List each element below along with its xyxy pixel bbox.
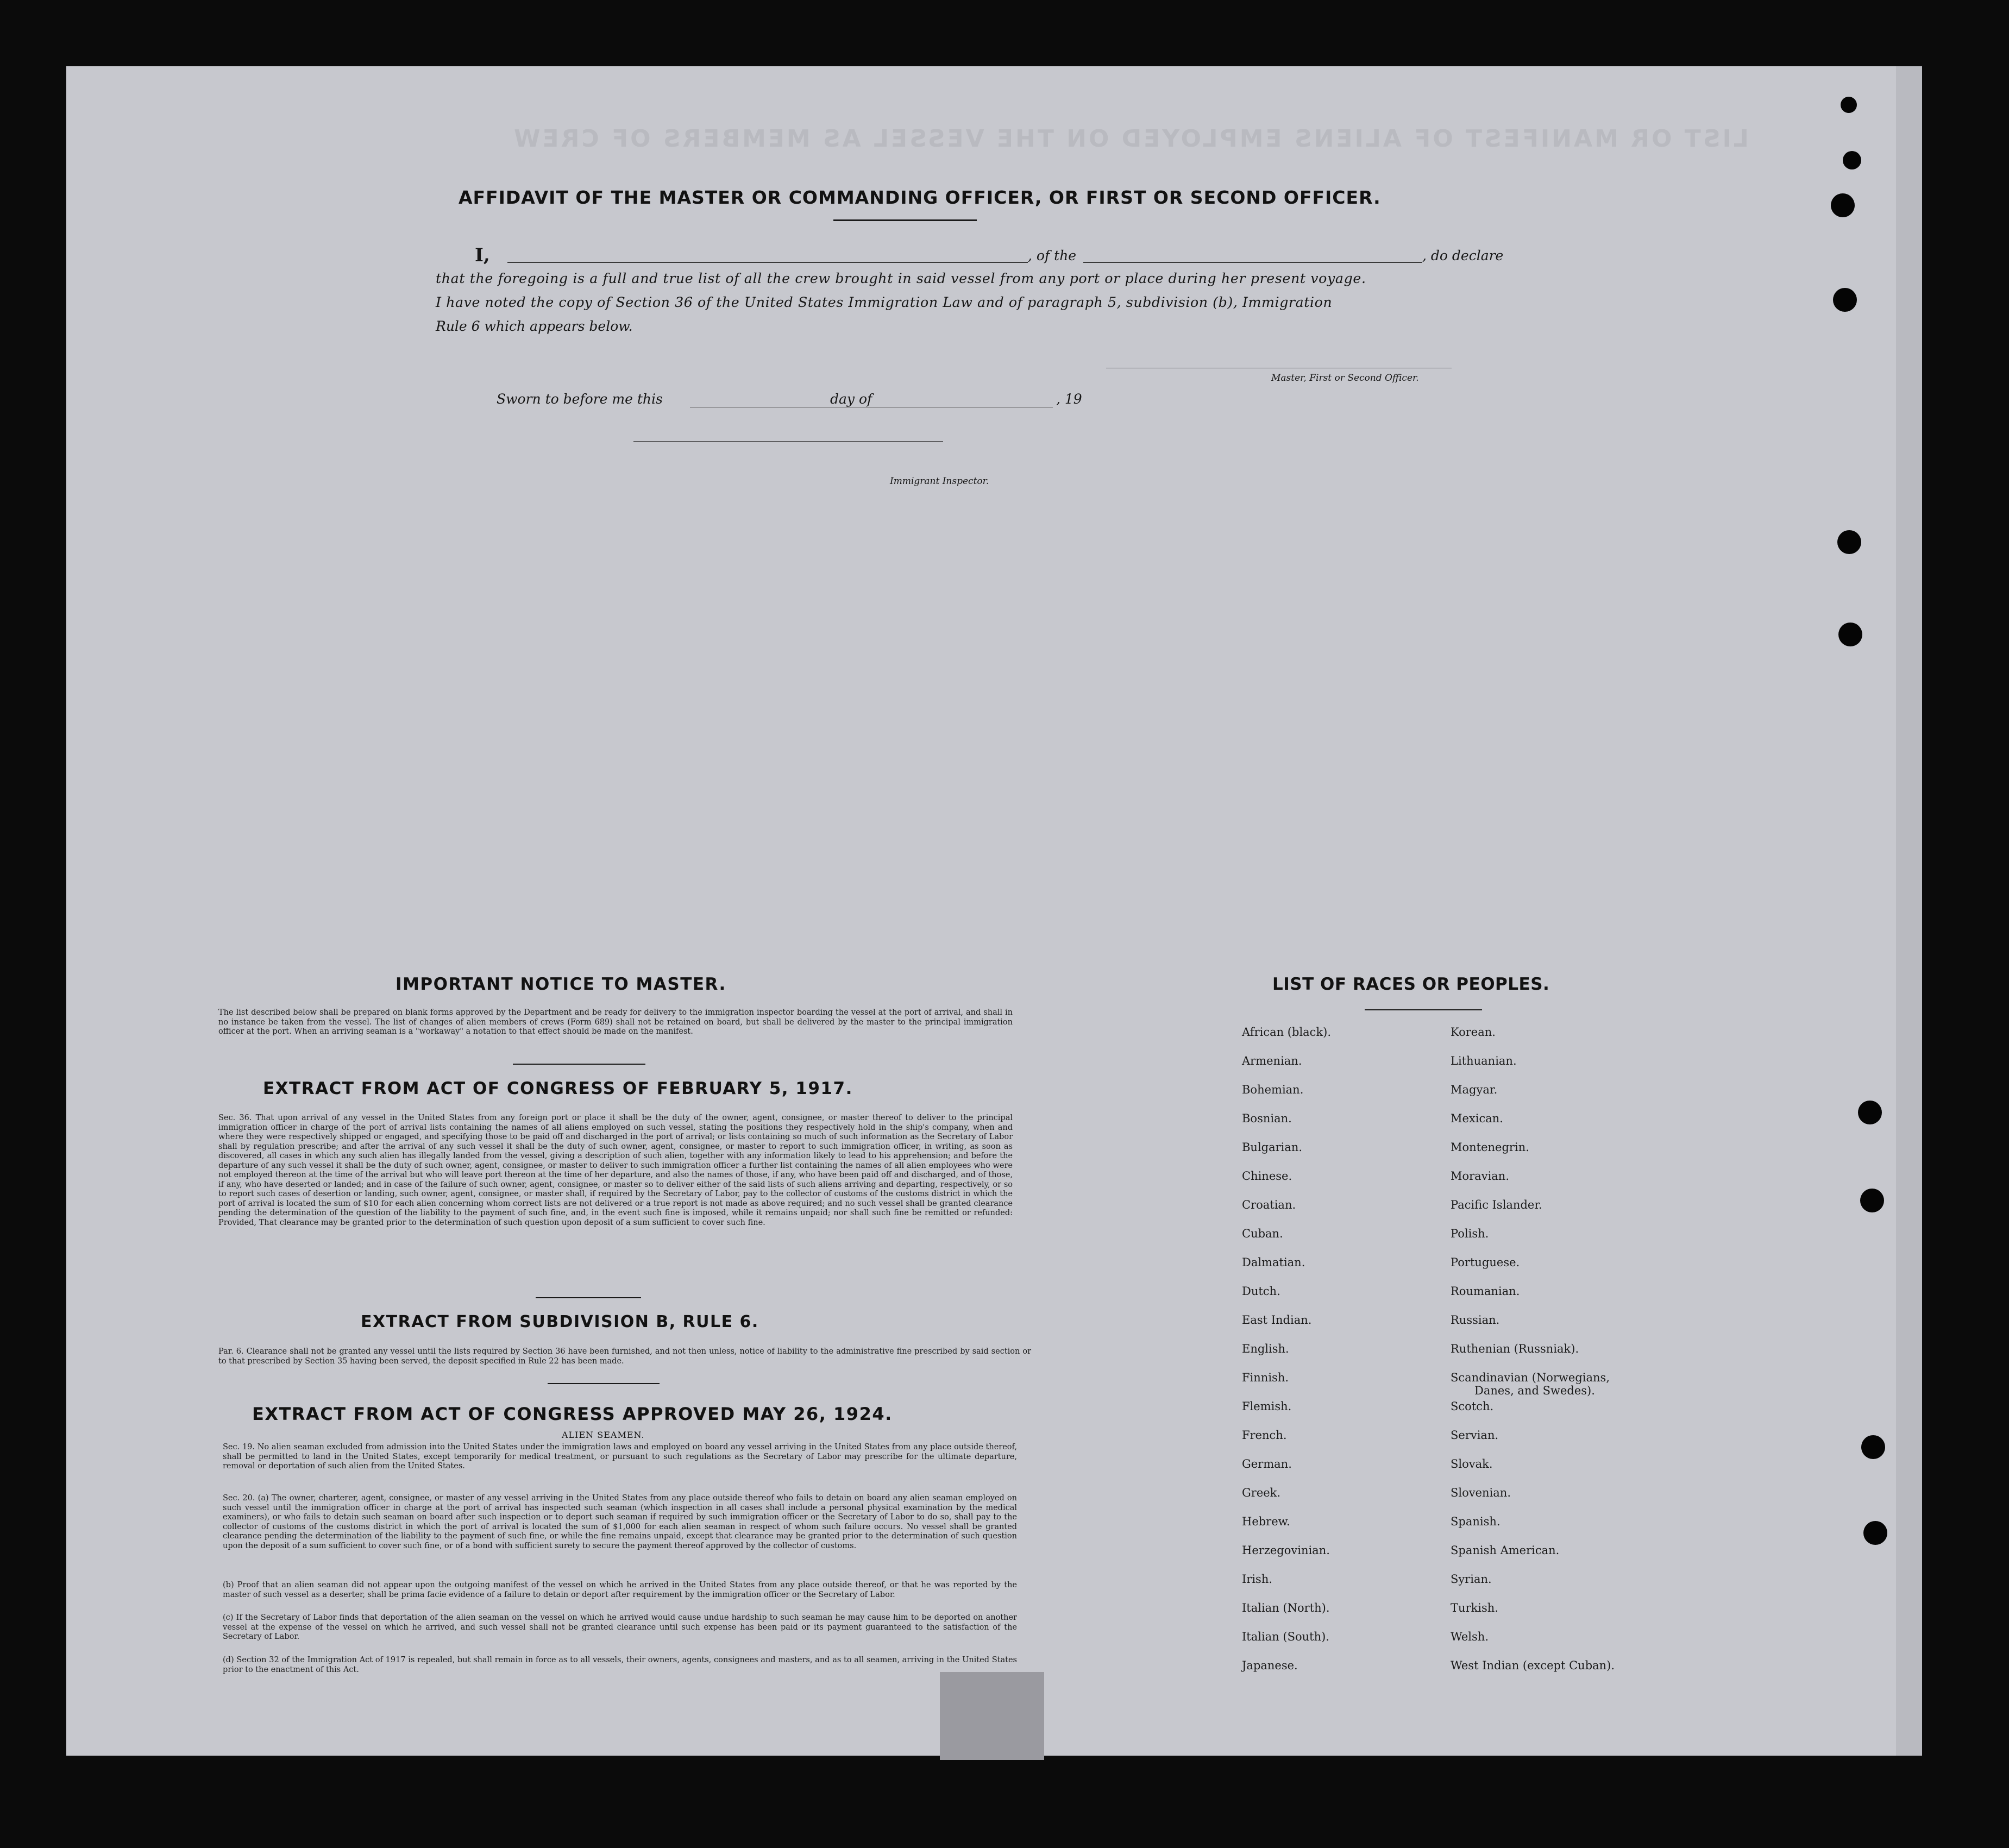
race-item: French. [1242, 1429, 1287, 1442]
race-item: Pacific Islander. [1451, 1198, 1542, 1211]
sworn-label: Sworn to before me this [497, 391, 663, 407]
race-item: Hebrew. [1242, 1515, 1290, 1528]
bleed-through-header: LIST OR MANIFEST OF ALIENS EMPLOYED ON THE VESSEL AS MEMBERS OF CREW [512, 125, 1749, 153]
sec-20b-text: (b) Proof that an alien seaman did not appear upon the outgoing manifest of the vessel on which he arrived in the United States from any place outside thereof, or that he was reported by the master of such vessel as a deserter, shall be prima facie evidence of a failure to detain or deport after requirement by the immigration officer or the Secretary of Labor. [223, 1581, 1017, 1599]
race-item: Bosnian. [1242, 1112, 1292, 1125]
of-the-label: , of the [1028, 248, 1077, 263]
race-item: German. [1242, 1457, 1292, 1470]
affidavit-line-4: Rule 6 which appears below. [436, 318, 633, 334]
affidavit-title-underline [833, 219, 977, 221]
race-item: Chinese. [1242, 1170, 1292, 1183]
inspector-label: Immigrant Inspector. [890, 476, 989, 487]
alien-seamen-subtitle: ALIEN SEAMEN. [562, 1430, 645, 1440]
vessel-line [1083, 262, 1422, 263]
race-item: Bulgarian. [1242, 1141, 1303, 1154]
race-item: Bohemian. [1242, 1083, 1304, 1096]
race-item: Greek. [1242, 1486, 1281, 1499]
punch-hole [1860, 1189, 1884, 1212]
race-item: East Indian. [1242, 1313, 1312, 1327]
race-item: English. [1242, 1342, 1289, 1355]
race-item: Ruthenian (Russniak). [1451, 1342, 1579, 1355]
race-item: Turkish. [1451, 1601, 1498, 1614]
race-item: Montenegrin. [1451, 1141, 1529, 1154]
tape-strip [940, 1672, 1044, 1760]
sec-20a-text: Sec. 20. (a) The owner, charterer, agent, consignee, or master of any vessel arriving in the United States from any place outside thereof who fails to detain on board any alien seaman employed on such vessel until the immigration officer in charge at the port of arrival has inspected such seaman (which inspection in all cases shall include a personal physical examination by the medical examiners), or who fails to detain such seaman on board after such inspection or to deport such seaman if required by such immigration officer or the Secretary of Labor to do so, shall pay to the collector of customs of the customs district in which the port of arrival is located the sum of $1,000 for each alien seaman in respect of whom such failure occurs. No vessel shall be granted clearance pending the determination of the liability to the payment of such fine, or while the fine remains unpaid, except that clearance may be granted prior to the determination of such question upon the deposit of a sum sufficient to cover such fine, or of a bond with sufficient surety to secure the payment thereof approved by the collector of customs. [223, 1494, 1017, 1550]
race-item: Moravian. [1451, 1170, 1510, 1183]
punch-hole [1833, 288, 1857, 312]
race-item: Scotch. [1451, 1400, 1494, 1413]
sec-20c-text: (c) If the Secretary of Labor finds that deportation of the alien seaman on the vessel on which he arrived would cause undue hardship to such seaman he may cause him to be deported on another vessel at the expense of the vessel on which he arrived, and such vessel shall not be granted clearance until such expense has been paid or its payment guaranteed to the satisfaction of the Secretary of Labor. [223, 1613, 1017, 1641]
document-sheet [66, 66, 1896, 1756]
notice-text: The list described below shall be prepared on blank forms approved by the Department and be ready for delivery to the immigration inspector boarding the vessel at the port of arrival, and shall in no instance be taken from the vessel. The list of changes of alien members of crews (Form 689) shall not be retained on board, but shall be delivered by the master to the principal immigration officer at the port. When an arriving seaman is a "workaway" a notation to that effect should be made on the manifest. [218, 1008, 1013, 1036]
punch-hole [1861, 1435, 1885, 1459]
master-label: Master, First or Second Officer. [1271, 373, 1419, 384]
race-item: Syrian. [1451, 1573, 1492, 1586]
race-item: Dutch. [1242, 1285, 1280, 1298]
notice-title: IMPORTANT NOTICE TO MASTER. [395, 975, 726, 994]
rule-6-divider [548, 1383, 660, 1384]
year-label: , 19 [1056, 391, 1082, 407]
affidavit-line-2: that the foregoing is a full and true list of all the crew brought in said vessel from any port or place during her present voyage. [436, 271, 1366, 286]
race-item: Roumanian. [1451, 1285, 1520, 1298]
race-item: Slovenian. [1451, 1486, 1511, 1499]
race-item: Italian (South). [1242, 1630, 1329, 1643]
race-item: Spanish. [1451, 1515, 1501, 1528]
race-item: Flemish. [1242, 1400, 1292, 1413]
race-item: Portuguese. [1451, 1256, 1520, 1269]
extract-1917-text: Sec. 36. That upon arrival of any vessel in the United States from any foreign port or place it shall be the duty of the owner, agent, consignee, or master thereof to deliver to the principal immigration officer in charge of the port of arrival lists containing the names of all aliens employed on such vessel, stating the positions they respectively hold in the ship's company, when and where they were respectively shipped or engaged, and specifying those to be paid off and discharged in the port of arrival; or lists containing so much of such information as the Secretary of Labor shall by regulation prescribe; and after the arrival of any such vessel it shall be the duty of such owner, agent, consignee, or master to report to such immigration officer, in writing, as soon as discovered, all cases in which any such alien has illegally landed from the vessel, giving a description of such alien, together with any information likely to lead to his apprehension; and before the departure of any such vessel it shall be the duty of such owner, agent, consignee, or master to deliver to such immigration officer a further list containing the names of all alien employees who were not employed thereon at the time of the arrival but who will leave port thereon at the time of her departure, and also the names of those, if any, who have been paid off and discharged, and of those, if any, who have deserted or landed; and in case of the failure of such owner, agent, consignee, or master so to deliver either of the said lists of such aliens arriving and departing, respectively, or so to report such cases of desertion or landing, such owner, agent, consignee, or master shall, if required by the Secretary of Labor, pay to the collector of customs of the customs district in which the port of arrival is located the sum of $10 for each alien concerning whom correct lists are not delivered or a true report is not made as above required; and no such vessel shall be granted clearance pending the determination of the question of the liability to the payment of such fine, and, in the event such fine is imposed, while it remains unpaid; nor shall such fine be remitted or refunded: Provided, That clearance may be granted prior to the determination of such question upon deposit of a sum sufficient to cover such fine. [218, 1114, 1013, 1227]
do-declare-label: , do declare [1422, 248, 1504, 263]
punch-hole [1863, 1521, 1887, 1545]
name-line [507, 262, 1028, 263]
race-item: Russian. [1451, 1313, 1500, 1327]
race-item-continuation: Danes, and Swedes). [1474, 1384, 1595, 1397]
day-of-label: day of [830, 391, 872, 407]
sec-20d-text: (d) Section 32 of the Immigration Act of 1917 is repealed, but shall remain in force as to all vessels, their owners, agents, consignees and masters, and as to all seamen, arriving in the United States prior to the enactment of this Act. [223, 1656, 1017, 1674]
inspector-signature-line [633, 441, 943, 442]
race-item: Magyar. [1451, 1083, 1498, 1096]
race-item: Croatian. [1242, 1198, 1296, 1211]
punch-hole [1837, 530, 1861, 554]
race-item: Mexican. [1451, 1112, 1503, 1125]
punch-hole [1831, 193, 1855, 217]
extract-1924-title: EXTRACT FROM ACT OF CONGRESS APPROVED MAY 26, 1924. [252, 1404, 893, 1424]
race-item: African (black). [1242, 1026, 1332, 1039]
races-title: LIST OF RACES OR PEOPLES. [1272, 975, 1550, 994]
race-item: Spanish American. [1451, 1544, 1560, 1557]
race-item: Italian (North). [1242, 1601, 1330, 1614]
sec-19-text: Sec. 19. No alien seaman excluded from admission into the United States under the immigration laws and employed on board any vessel arriving in the United States from any place outside thereof, shall be permitted to land in the United States, except temporarily for medical treatment, or pursuant to such regulations as the Secretary of Labor may prescribe for the ultimate departure, removal or deportation of such alien from the United States. [223, 1443, 1017, 1470]
race-item: Lithuanian. [1451, 1054, 1517, 1067]
race-item: Japanese. [1242, 1659, 1298, 1672]
affidavit-i: I, [475, 244, 490, 266]
notice-divider [513, 1064, 645, 1065]
punch-hole [1841, 97, 1857, 113]
punch-hole [1858, 1101, 1882, 1124]
affidavit-line-3: I have noted the copy of Section 36 of the United States Immigration Law and of paragraph 5, subdivision (b), Immigration [436, 294, 1333, 310]
rule-6-title: EXTRACT FROM SUBDIVISION B, RULE 6. [361, 1312, 759, 1331]
race-item: Cuban. [1242, 1227, 1283, 1240]
extract-1917-title: EXTRACT FROM ACT OF CONGRESS OF FEBRUARY 5, 1917. [263, 1079, 853, 1098]
extract-1917-divider [536, 1297, 641, 1298]
race-item: Polish. [1451, 1227, 1489, 1240]
race-item: Welsh. [1451, 1630, 1489, 1643]
race-item: Armenian. [1242, 1054, 1302, 1067]
race-item: Dalmatian. [1242, 1256, 1305, 1269]
race-item: Finnish. [1242, 1371, 1289, 1384]
race-item: Servian. [1451, 1429, 1499, 1442]
race-item: Irish. [1242, 1573, 1273, 1586]
race-item: Herzegovinian. [1242, 1544, 1330, 1557]
race-item: Korean. [1451, 1026, 1496, 1039]
race-item: West Indian (except Cuban). [1451, 1659, 1615, 1672]
punch-hole [1843, 151, 1861, 169]
race-item: Slovak. [1451, 1457, 1493, 1470]
rule-6-text: Par. 6. Clearance shall not be granted any vessel until the lists required by Section 36 have been furnished, and not then unless, notice of liability to the administrative fine prescribed by said section or to that prescribed by Section 35 having been served, the deposit specified in Rule 22 has been made. [218, 1347, 1031, 1366]
affidavit-title: AFFIDAVIT OF THE MASTER OR COMMANDING OFFICER, OR FIRST OR SECOND OFFICER. [459, 187, 1381, 208]
sheet-edge [1896, 66, 1922, 1756]
race-item: Scandinavian (Norwegians, [1451, 1371, 1610, 1384]
races-title-underline [1365, 1009, 1482, 1010]
punch-hole [1838, 623, 1862, 646]
